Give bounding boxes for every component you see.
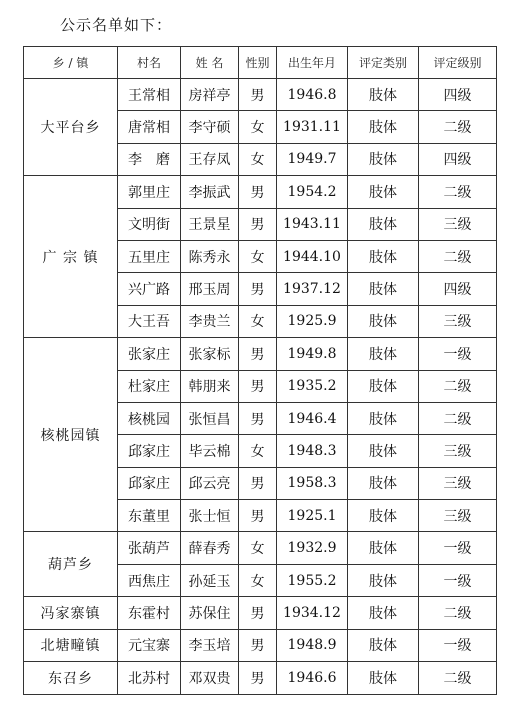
gender-cell: 男 (239, 79, 277, 111)
category-cell: 肢体 (348, 240, 419, 272)
birth-date-cell: 1949.8 (277, 338, 348, 370)
birth-date-cell: 1954.2 (277, 176, 348, 208)
gender-cell: 男 (239, 176, 277, 208)
village-cell: 东霍村 (118, 597, 181, 629)
birth-date-cell: 1946.4 (277, 402, 348, 434)
category-cell: 肢体 (348, 435, 419, 467)
birth-date-cell: 1937.12 (277, 273, 348, 305)
header-category: 评定类别 (348, 47, 419, 79)
category-cell: 肢体 (348, 111, 419, 143)
gender-cell: 男 (239, 338, 277, 370)
roster-body (24, 79, 497, 695)
level-cell: 二级 (419, 597, 497, 629)
village-cell: 核桃园 (118, 402, 181, 434)
category-cell: 肢体 (348, 143, 419, 175)
person-name-cell: 薛春秀 (181, 532, 239, 564)
category-cell: 肢体 (348, 500, 419, 532)
person-name-cell: 王景星 (181, 208, 239, 240)
level-cell: 三级 (419, 500, 497, 532)
category-cell: 肢体 (348, 305, 419, 337)
category-cell: 肢体 (348, 338, 419, 370)
person-name-cell: 孙延玉 (181, 564, 239, 596)
header-row (24, 47, 497, 79)
gender-cell: 男 (239, 662, 277, 695)
category-cell: 肢体 (348, 629, 419, 661)
person-name-cell: 王存凤 (181, 143, 239, 175)
table-row (24, 532, 497, 564)
person-name-cell: 陈秀永 (181, 240, 239, 272)
level-cell: 二级 (419, 662, 497, 695)
village-cell: 元宝寨 (118, 629, 181, 661)
village-cell: 五里庄 (118, 240, 181, 272)
village-cell: 西焦庄 (118, 564, 181, 596)
village-cell: 北苏村 (118, 662, 181, 695)
gender-cell: 女 (239, 532, 277, 564)
town-cell: 东召乡 (24, 662, 118, 695)
category-cell: 肢体 (348, 564, 419, 596)
birth-date-cell: 1946.6 (277, 662, 348, 695)
person-name-cell: 毕云棉 (181, 435, 239, 467)
intro-text: 公示名单如下： (60, 16, 173, 34)
birth-date-cell: 1944.10 (277, 240, 348, 272)
category-cell: 肢体 (348, 467, 419, 499)
category-cell: 肢体 (348, 402, 419, 434)
birth-date-cell: 1925.1 (277, 500, 348, 532)
gender-cell: 男 (239, 273, 277, 305)
village-cell: 杜家庄 (118, 370, 181, 402)
person-name-cell: 李振武 (181, 176, 239, 208)
person-name-cell: 邱云亮 (181, 467, 239, 499)
gender-cell: 男 (239, 370, 277, 402)
table-row (24, 176, 497, 208)
person-name-cell: 张士恒 (181, 500, 239, 532)
birth-date-cell: 1943.11 (277, 208, 348, 240)
town-cell: 大平台乡 (24, 79, 118, 176)
birth-date-cell: 1946.8 (277, 79, 348, 111)
level-cell: 二级 (419, 176, 497, 208)
gender-cell: 男 (239, 629, 277, 661)
level-cell: 一级 (419, 532, 497, 564)
level-cell: 四级 (419, 143, 497, 175)
table-row (24, 597, 497, 629)
village-cell: 邱家庄 (118, 467, 181, 499)
town-cell: 冯家寨镇 (24, 597, 118, 629)
category-cell: 肢体 (348, 208, 419, 240)
person-name-cell: 苏保住 (181, 597, 239, 629)
header-village: 村名 (118, 47, 181, 79)
category-cell: 肢体 (348, 662, 419, 695)
person-name-cell: 房祥亭 (181, 79, 239, 111)
gender-cell: 女 (239, 305, 277, 337)
level-cell: 一级 (419, 564, 497, 596)
level-cell: 三级 (419, 305, 497, 337)
village-cell: 兴广路 (118, 273, 181, 305)
header-gender: 性别 (239, 47, 277, 79)
header-town: 乡 / 镇 (24, 47, 118, 79)
gender-cell: 女 (239, 240, 277, 272)
gender-cell: 男 (239, 402, 277, 434)
category-cell: 肢体 (348, 79, 419, 111)
level-cell: 四级 (419, 273, 497, 305)
level-cell: 二级 (419, 240, 497, 272)
village-cell: 大王吾 (118, 305, 181, 337)
gender-cell: 男 (239, 597, 277, 629)
village-cell: 邱家庄 (118, 435, 181, 467)
birth-date-cell: 1949.7 (277, 143, 348, 175)
village-cell: 王常相 (118, 79, 181, 111)
level-cell: 二级 (419, 402, 497, 434)
town-cell: 广 宗 镇 (24, 176, 118, 338)
village-cell: 东董里 (118, 500, 181, 532)
town-cell: 北塘疃镇 (24, 629, 118, 661)
person-name-cell: 张恒昌 (181, 402, 239, 434)
level-cell: 二级 (419, 370, 497, 402)
level-cell: 三级 (419, 435, 497, 467)
gender-cell: 女 (239, 111, 277, 143)
person-name-cell: 李贵兰 (181, 305, 239, 337)
birth-date-cell: 1955.2 (277, 564, 348, 596)
birth-date-cell: 1932.9 (277, 532, 348, 564)
person-name-cell: 邓双贵 (181, 662, 239, 695)
town-cell: 核桃园镇 (24, 338, 118, 532)
person-name-cell: 韩朋来 (181, 370, 239, 402)
birth-date-cell: 1925.9 (277, 305, 348, 337)
birth-date-cell: 1934.12 (277, 597, 348, 629)
level-cell: 一级 (419, 338, 497, 370)
village-cell: 唐常相 (118, 111, 181, 143)
category-cell: 肢体 (348, 532, 419, 564)
header-birth: 出生年月 (277, 47, 348, 79)
header-name: 姓 名 (181, 47, 239, 79)
table-row (24, 662, 497, 695)
town-cell: 葫芦乡 (24, 532, 118, 597)
birth-date-cell: 1948.3 (277, 435, 348, 467)
category-cell: 肢体 (348, 176, 419, 208)
level-cell: 四级 (419, 79, 497, 111)
person-name-cell: 李玉培 (181, 629, 239, 661)
village-cell: 文明街 (118, 208, 181, 240)
header-level: 评定级别 (419, 47, 497, 79)
village-cell: 李 磨 (118, 143, 181, 175)
level-cell: 三级 (419, 467, 497, 499)
level-cell: 二级 (419, 111, 497, 143)
roster-table (23, 46, 497, 695)
level-cell: 三级 (419, 208, 497, 240)
category-cell: 肢体 (348, 597, 419, 629)
birth-date-cell: 1931.11 (277, 111, 348, 143)
person-name-cell: 张家标 (181, 338, 239, 370)
gender-cell: 男 (239, 500, 277, 532)
person-name-cell: 李守硕 (181, 111, 239, 143)
category-cell: 肢体 (348, 273, 419, 305)
village-cell: 张葫芦 (118, 532, 181, 564)
table-row (24, 338, 497, 370)
birth-date-cell: 1958.3 (277, 467, 348, 499)
category-cell: 肢体 (348, 370, 419, 402)
gender-cell: 男 (239, 208, 277, 240)
birth-date-cell: 1948.9 (277, 629, 348, 661)
village-cell: 郭里庄 (118, 176, 181, 208)
birth-date-cell: 1935.2 (277, 370, 348, 402)
person-name-cell: 邢玉周 (181, 273, 239, 305)
gender-cell: 女 (239, 435, 277, 467)
village-cell: 张家庄 (118, 338, 181, 370)
level-cell: 一级 (419, 629, 497, 661)
table-row (24, 629, 497, 661)
gender-cell: 男 (239, 467, 277, 499)
table-row (24, 79, 497, 111)
gender-cell: 女 (239, 564, 277, 596)
gender-cell: 女 (239, 143, 277, 175)
